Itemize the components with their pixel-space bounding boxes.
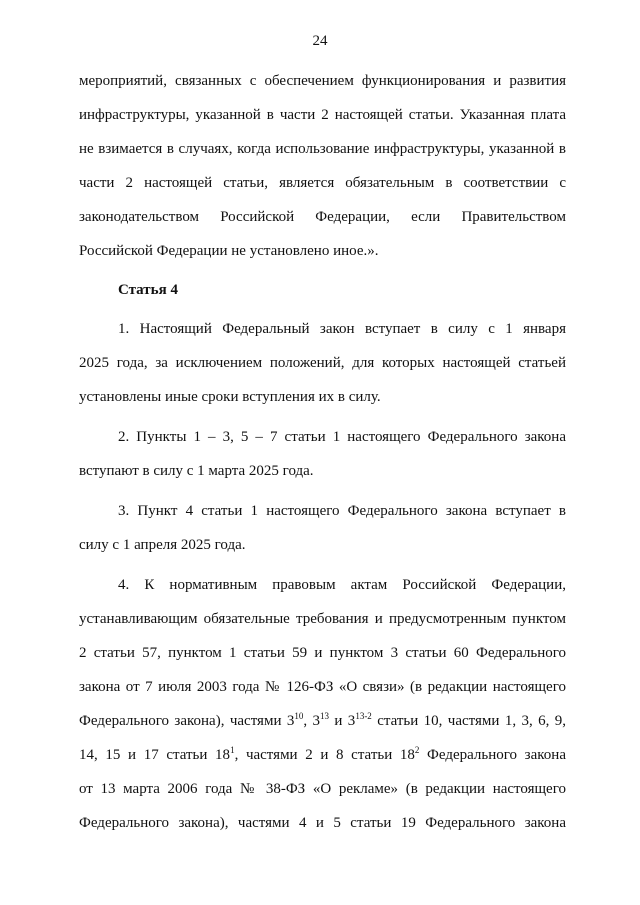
paragraph-1-line: 2025 года, за исключением положений, для которых настоящей статьей [79,355,566,371]
text-run: 14, 15 и 17 статьи 18 [79,747,231,763]
paragraph-4-line: 4. К нормативным правовым актам Российской Федерации, [118,577,566,593]
text-line: части 2 настоящей статьи, является обязательным в соответствии с [79,175,566,191]
superscript: 1 [230,745,235,755]
paragraph-3-line: силу с 1 апреля 2025 года. [79,537,246,553]
text-run: Федерального закона), частями 3 [79,713,295,729]
paragraph-4-line: закона от 7 июля 2003 года № 126-ФЗ «О связи» (в редакции настоящего [79,679,566,695]
superscript: 13 [320,711,329,721]
page-number: 24 [312,33,328,49]
text-run: и 3 [329,713,356,729]
paragraph-4-line [79,704,566,738]
paragraph-4-line: Федерального закона), частями 4 и 5 статьи 19 Федерального закона [79,815,566,831]
text-line: инфраструктуры, указанной в части 2 настоящей статьи. Указанная плата [79,107,566,123]
paragraph-1-line: 1. Настоящий Федеральный закон вступает в силу с 1 января [118,321,566,337]
paragraph-3-line: 3. Пункт 4 статьи 1 настоящего Федерального закона вступает в [118,503,566,519]
text-run: , частями 2 и 8 статьи 18 [234,747,415,763]
text-line: законодательством Российской Федерации, если Правительством [79,209,566,225]
text-run: Федерального закона [419,747,566,763]
superscript: 2 [414,745,420,755]
text-line: не взимается в случаях, когда использование инфраструктуры, указанной в [79,141,566,157]
text-run: статьи 10, частями 1, 3, 6, 9, [371,713,566,729]
text-line: мероприятий, связанных с обеспечением функционирования и развития [79,73,566,89]
superscript: 13-2 [355,711,372,721]
document-body [79,64,566,840]
paragraph-4-line: от 13 марта 2006 года № 38-ФЗ «О рекламе» (в редакции настоящего [79,781,566,797]
paragraph-4-line: 2 статьи 57, пунктом 1 статьи 59 и пунктом 3 статьи 60 Федерального [79,645,566,661]
paragraph-2-line: вступают в силу с 1 марта 2025 года. [79,463,314,479]
paragraph-4-line: устанавливающим обязательные требования и предусмотренным пунктом [79,611,566,627]
text-run: , 3 [303,713,320,729]
text-line: Российской Федерации не установлено иное.». [79,243,379,259]
superscript: 10 [294,711,304,721]
article-heading: Статья 4 [118,282,178,298]
paragraph-4-line [79,738,566,772]
paragraph-1-line: установлены иные сроки вступления их в силу. [79,389,381,405]
paragraph-2-line: 2. Пункты 1 – 3, 5 – 7 статьи 1 настоящего Федерального закона [118,429,566,445]
